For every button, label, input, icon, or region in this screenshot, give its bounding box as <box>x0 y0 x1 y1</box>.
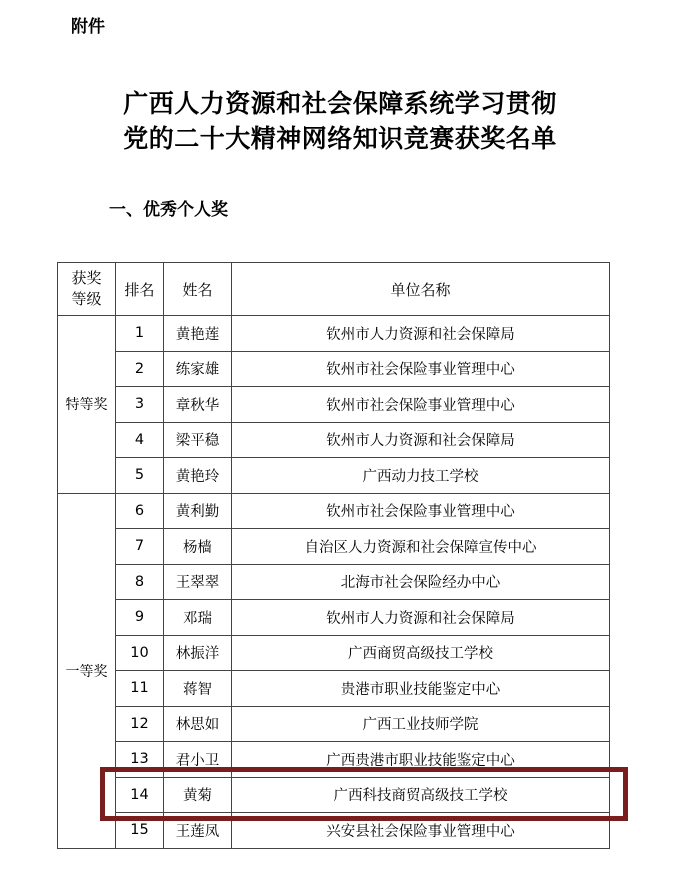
name-cell: 黄艳玲 <box>164 458 232 494</box>
rank-cell: 1 <box>116 316 164 352</box>
name-cell: 杨樯 <box>164 529 232 565</box>
name-cell: 林思如 <box>164 706 232 742</box>
rank-cell: 5 <box>116 458 164 494</box>
rank-cell: 8 <box>116 564 164 600</box>
section-heading: 一、优秀个人奖 <box>109 200 228 220</box>
name-cell: 黄艳莲 <box>164 316 232 352</box>
table-row <box>58 387 610 423</box>
name-cell: 君小卫 <box>164 742 232 778</box>
table-row <box>58 813 610 849</box>
unit-cell: 北海市社会保险经办中心 <box>232 564 610 600</box>
name-cell: 练家雄 <box>164 351 232 387</box>
name-cell: 梁平稳 <box>164 422 232 458</box>
unit-cell: 广西贵港市职业技能鉴定中心 <box>232 742 610 778</box>
unit-cell: 钦州市人力资源和社会保障局 <box>232 316 610 352</box>
rank-cell: 15 <box>116 813 164 849</box>
unit-cell: 钦州市社会保险事业管理中心 <box>232 387 610 423</box>
unit-cell: 钦州市人力资源和社会保障局 <box>232 600 610 636</box>
unit-cell: 广西商贸高级技工学校 <box>232 635 610 671</box>
table-row <box>58 351 610 387</box>
rank-cell: 7 <box>116 529 164 565</box>
unit-cell: 钦州市社会保险事业管理中心 <box>232 351 610 387</box>
rank-cell: 14 <box>116 777 164 813</box>
table-row <box>58 600 610 636</box>
header-award-grade-line1: 获奖 <box>71 269 102 287</box>
table-row <box>58 529 610 565</box>
document-title-line-2: 党的二十大精神网络知识竞赛获奖名单 <box>123 124 557 153</box>
header-rank: 排名 <box>116 263 164 316</box>
rank-cell: 4 <box>116 422 164 458</box>
table-row <box>58 422 610 458</box>
unit-cell: 贵港市职业技能鉴定中心 <box>232 671 610 707</box>
table-header-row <box>58 263 610 316</box>
unit-cell: 广西动力技工学校 <box>232 458 610 494</box>
rank-cell: 10 <box>116 635 164 671</box>
name-cell: 林振洋 <box>164 635 232 671</box>
attachment-label: 附件 <box>71 17 105 37</box>
table-row <box>58 458 610 494</box>
name-cell: 邓瑞 <box>164 600 232 636</box>
rank-cell: 12 <box>116 706 164 742</box>
rank-cell: 9 <box>116 600 164 636</box>
name-cell: 章秋华 <box>164 387 232 423</box>
unit-cell: 钦州市人力资源和社会保障局 <box>232 422 610 458</box>
group-special-award: 特等奖 <box>58 316 116 494</box>
table-row <box>58 635 610 671</box>
unit-cell: 广西工业技师学院 <box>232 706 610 742</box>
header-unit: 单位名称 <box>232 263 610 316</box>
table-row <box>58 316 610 352</box>
table-row <box>58 493 610 529</box>
unit-cell: 钦州市社会保险事业管理中心 <box>232 493 610 529</box>
rank-cell: 13 <box>116 742 164 778</box>
rank-cell: 11 <box>116 671 164 707</box>
unit-cell: 兴安县社会保险事业管理中心 <box>232 813 610 849</box>
name-cell: 黄利勤 <box>164 493 232 529</box>
name-cell: 黄菊 <box>164 777 232 813</box>
group-first-award: 一等奖 <box>58 493 116 848</box>
name-cell: 王翠翠 <box>164 564 232 600</box>
table-row <box>58 742 610 778</box>
rank-cell: 2 <box>116 351 164 387</box>
rank-cell: 6 <box>116 493 164 529</box>
header-award-grade-line2: 等级 <box>71 290 102 308</box>
table-row-highlighted <box>58 777 610 813</box>
name-cell: 蒋智 <box>164 671 232 707</box>
header-award-grade <box>58 263 116 316</box>
document-title-line-1: 广西人力资源和社会保障系统学习贯彻 <box>123 89 557 118</box>
header-name: 姓名 <box>164 263 232 316</box>
table-row <box>58 564 610 600</box>
table-row <box>58 671 610 707</box>
award-table <box>57 262 610 849</box>
unit-cell: 广西科技商贸高级技工学校 <box>232 777 610 813</box>
rank-cell: 3 <box>116 387 164 423</box>
table-row <box>58 706 610 742</box>
name-cell: 王莲凤 <box>164 813 232 849</box>
unit-cell: 自治区人力资源和社会保障宣传中心 <box>232 529 610 565</box>
